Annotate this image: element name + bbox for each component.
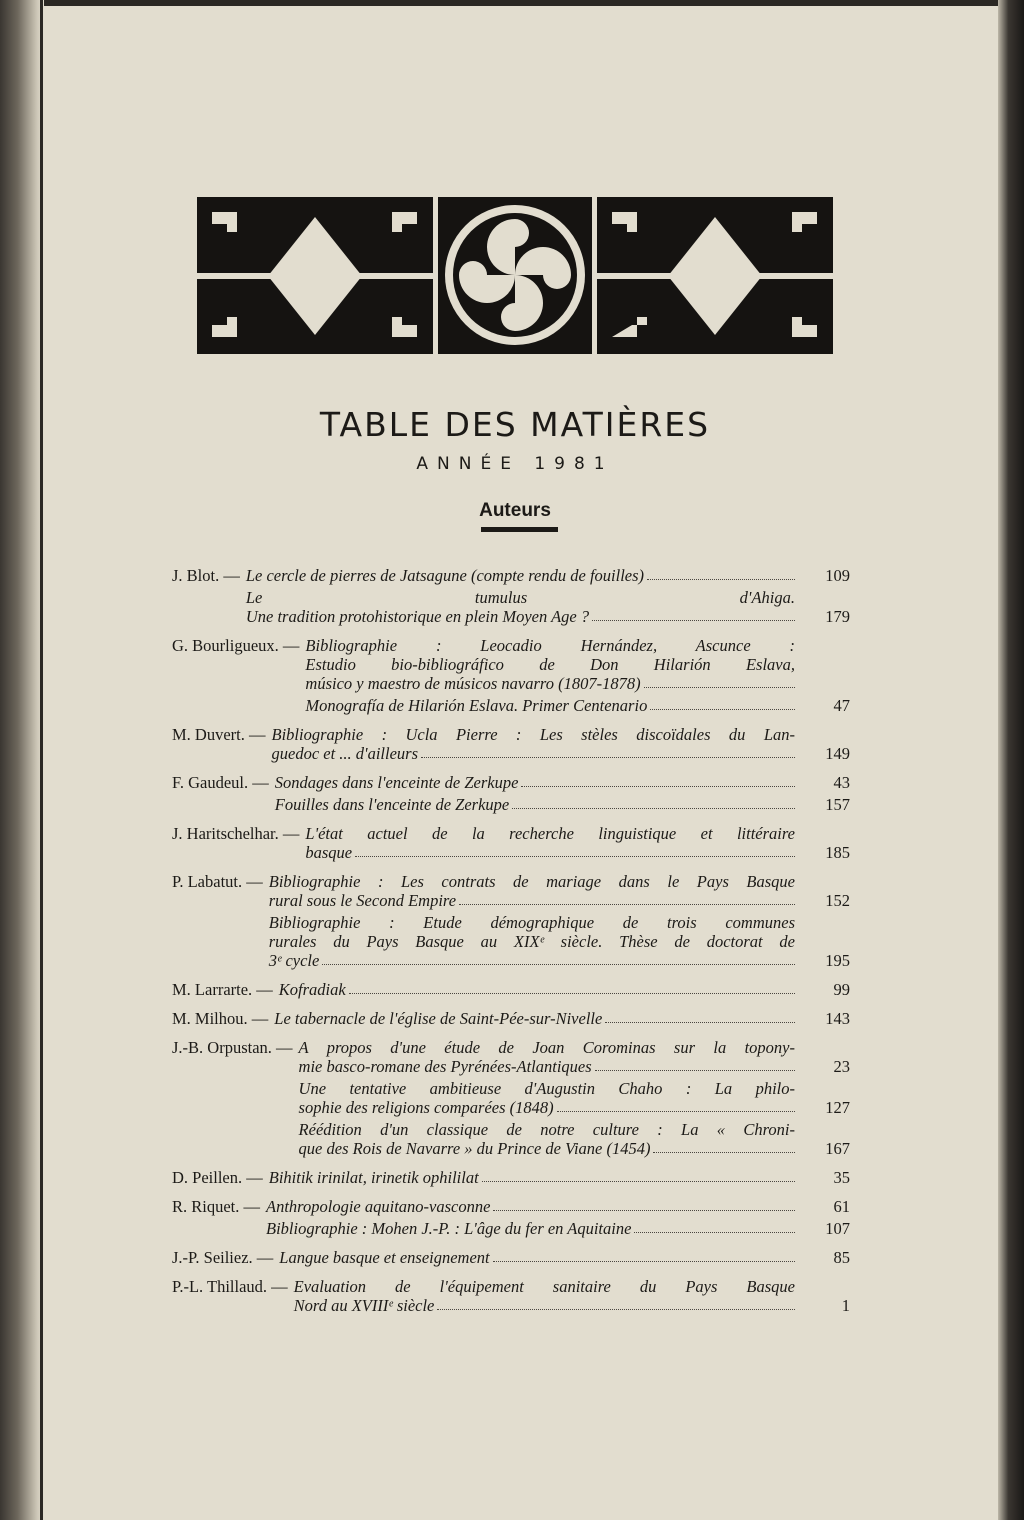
entry-author: J. Blot. — — [172, 566, 240, 585]
toc-item — [274, 773, 850, 792]
item-title-last-line — [299, 1098, 795, 1117]
toc-item — [298, 1038, 850, 1076]
toc-item — [268, 872, 850, 910]
dot-leader — [634, 1219, 795, 1233]
page-number: 195 — [825, 951, 850, 970]
item-title-line: Réédition d'un classique de notre culture : La « Chroni- — [298, 1120, 795, 1139]
entry-author: P.-L. Thillaud. — — [172, 1277, 288, 1296]
item-title-last-line — [269, 951, 795, 970]
entry-author: J. Haritschelhar. — — [172, 824, 300, 843]
item-title-text: sophie des religions comparées (1848) — [298, 1098, 554, 1117]
page-number: 185 — [825, 843, 850, 862]
dot-leader — [421, 744, 795, 758]
entry-author: M. Duvert. — — [172, 725, 266, 744]
item-title-last-line — [275, 795, 795, 814]
page-number: 35 — [833, 1168, 850, 1187]
entry-author: M. Milhou. — — [172, 1009, 269, 1028]
item-title-text: rural sous le Second Empire — [268, 891, 457, 910]
toc-item — [268, 1168, 850, 1187]
toc-item — [271, 725, 850, 763]
page-number: 61 — [833, 1197, 850, 1216]
entry-items — [271, 725, 850, 766]
page-number: 167 — [825, 1139, 850, 1158]
toc-item — [266, 1197, 850, 1216]
item-title-line: L'état actuel de la recherche linguistique et littéraire — [305, 824, 795, 843]
item-title-last-line — [266, 1197, 795, 1216]
page-number: 107 — [825, 1219, 850, 1238]
item-title-text: mie basco-romane des Pyrénées-Atlantiques — [298, 1057, 592, 1076]
toc-item — [274, 1009, 850, 1028]
item-title-line: Bibliographie : Etude démographique de trois communes — [268, 913, 795, 932]
toc-entry — [172, 566, 850, 629]
item-title-last-line — [274, 1009, 795, 1028]
page-number: 85 — [833, 1248, 850, 1267]
item-title-text: Bihitik irinilat, irinetik ophililat — [268, 1168, 479, 1187]
item-title-text: Sondages dans l'enceinte de Zerkupe — [274, 773, 519, 792]
entry-items — [278, 980, 850, 1002]
entry-author: D. Peillen. — — [172, 1168, 263, 1187]
page-number: 143 — [825, 1009, 850, 1028]
page-number: 179 — [825, 607, 850, 626]
dot-leader — [644, 674, 795, 688]
item-title-last-line — [305, 674, 795, 693]
item-title-text: 3ᵉ cycle — [268, 951, 320, 970]
item-title-last-line — [279, 1248, 795, 1267]
toc-entry — [172, 1009, 850, 1031]
dot-leader — [653, 1139, 795, 1153]
entry-items — [245, 566, 850, 629]
toc-entry — [172, 824, 850, 865]
dot-leader — [322, 951, 795, 965]
entry-author: J.-P. Seiliez. — — [172, 1248, 274, 1267]
page-number: 47 — [833, 696, 850, 715]
entry-items — [266, 1197, 850, 1241]
toc-item — [266, 1219, 850, 1238]
toc-entry — [172, 636, 850, 718]
entry-items — [279, 1248, 850, 1270]
item-title-text: que des Rois de Navarre » du Prince de Viane (1454) — [298, 1139, 651, 1158]
item-title-last-line — [266, 1219, 795, 1238]
item-title-text: basque — [305, 843, 353, 862]
entry-items — [305, 636, 850, 718]
entry-items — [268, 872, 850, 973]
item-title-last-line — [275, 773, 795, 792]
entry-items — [298, 1038, 850, 1161]
dot-leader — [355, 843, 795, 857]
dot-leader — [349, 980, 795, 994]
entry-items — [268, 1168, 850, 1190]
item-title-last-line — [246, 566, 795, 585]
dot-leader — [493, 1197, 795, 1211]
toc-list — [172, 566, 850, 1325]
item-title-text: Le tabernacle de l'église de Saint-Pée-sur-Nivelle — [274, 1009, 603, 1028]
toc-entry — [172, 725, 850, 766]
section-underline — [481, 527, 558, 532]
book-gutter — [40, 0, 43, 1520]
dot-leader — [437, 1296, 795, 1310]
toc-entry — [172, 1038, 850, 1161]
toc-item — [305, 636, 795, 693]
item-title-last-line — [299, 1057, 795, 1076]
item-title-last-line — [299, 1139, 795, 1158]
entry-author: F. Gaudeul. — — [172, 773, 269, 792]
toc-item — [305, 824, 850, 862]
item-title-line: Estudio bio-bibliográfico de Don Hilarión Eslava, — [305, 655, 795, 674]
toc-item — [293, 1277, 850, 1315]
item-title-text: guedoc et ... d'ailleurs — [271, 744, 419, 763]
toc-entry — [172, 1248, 850, 1270]
item-title-text: Une tradition protohistorique en plein Moyen Age ? — [245, 607, 590, 626]
entry-author: P. Labatut. — — [172, 872, 263, 891]
page-title: TABLE DES MATIÈRES — [319, 405, 711, 444]
item-title-line: Bibliographie : Les contrats de mariage dans le Pays Basque — [268, 872, 795, 891]
dot-leader — [605, 1009, 795, 1023]
dot-leader — [512, 795, 795, 809]
toc-entry — [172, 773, 850, 817]
item-title-line: Le tumulus d'Ahiga. — [245, 588, 795, 607]
dot-leader — [647, 566, 795, 580]
item-title-last-line — [269, 891, 795, 910]
item-title-text: Anthropologie aquitano-vasconne — [266, 1197, 491, 1216]
toc-item — [278, 980, 850, 999]
basque-ornament-banner — [197, 197, 833, 354]
page-number: 109 — [825, 566, 850, 585]
page-number: 152 — [825, 891, 850, 910]
item-title-text: Monografía de Hilarión Eslava. Primer Centenario — [305, 696, 648, 715]
year-subtitle: ANNÉE 1981 — [416, 454, 614, 474]
toc-entry — [172, 872, 850, 973]
toc-entry — [172, 1197, 850, 1241]
item-title-line: Bibliographie : Leocadio Hernández, Ascunce : — [305, 636, 795, 655]
item-title-text: Bibliographie : Mohen J.-P. : L'âge du fer en Aquitaine — [266, 1219, 632, 1238]
entry-author: M. Larrarte. — — [172, 980, 273, 999]
page-number: 149 — [825, 744, 850, 763]
item-title-text: Fouilles dans l'enceinte de Zerkupe — [274, 795, 510, 814]
scan-edge-top — [0, 0, 1024, 6]
item-title-last-line — [279, 980, 795, 999]
item-title-last-line — [305, 843, 795, 862]
toc-item — [298, 1079, 850, 1117]
section-heading: Auteurs — [479, 500, 551, 521]
item-title-line: Bibliographie : Ucla Pierre : Les stèles discoïdales du Lan- — [271, 725, 795, 744]
item-title-text: Nord au XVIIIᵉ siècle — [293, 1296, 435, 1315]
toc-entry — [172, 1277, 850, 1318]
toc-item — [279, 1248, 850, 1267]
scan-edge-left — [0, 0, 44, 1520]
page-number: 127 — [825, 1098, 850, 1117]
entry-items — [305, 824, 850, 865]
dot-leader — [592, 607, 795, 621]
entry-author: R. Riquet. — — [172, 1197, 261, 1216]
toc-item — [245, 566, 850, 585]
item-title-text: músico y maestro de músicos navarro (1807-1878) — [305, 674, 641, 693]
toc-item — [298, 1120, 850, 1158]
item-title-line: Evaluation de l'équipement sanitaire du Pays Basque — [293, 1277, 795, 1296]
toc-entry — [172, 1168, 850, 1190]
item-title-last-line — [272, 744, 796, 763]
item-title-last-line — [246, 607, 795, 626]
dot-leader — [459, 891, 795, 905]
item-title-text: Langue basque et enseignement — [279, 1248, 490, 1267]
scan-edge-right — [998, 0, 1024, 1520]
item-title-line: Une tentative ambitieuse d'Augustin Chaho : La philo- — [298, 1079, 795, 1098]
dot-leader — [557, 1098, 795, 1112]
page-number: 23 — [833, 1057, 850, 1076]
item-title-line: A propos d'une étude de Joan Corominas sur la topony- — [298, 1038, 795, 1057]
dot-leader — [482, 1168, 795, 1182]
item-title-text: Kofradiak — [278, 980, 346, 999]
page-number: 99 — [833, 980, 850, 999]
entry-items — [293, 1277, 850, 1318]
item-title-last-line — [269, 1168, 795, 1187]
dot-leader — [650, 696, 795, 710]
toc-item — [274, 795, 850, 814]
page-number: 1 — [841, 1296, 850, 1315]
item-title-last-line — [305, 696, 795, 715]
toc-item — [245, 588, 850, 626]
dot-leader — [493, 1248, 795, 1262]
page-number: 43 — [833, 773, 850, 792]
toc-entry — [172, 980, 850, 1002]
toc-item — [268, 913, 850, 970]
item-title-text: Le cercle de pierres de Jatsagune (compte rendu de fouilles) — [245, 566, 645, 585]
dot-leader — [595, 1057, 795, 1071]
entry-author: J.-B. Orpustan. — — [172, 1038, 293, 1057]
entry-items — [274, 773, 850, 817]
item-title-line: rurales du Pays Basque au XIXᵉ siècle. Thèse de doctorat de — [268, 932, 795, 951]
entry-author: G. Bourligueux. — — [172, 636, 300, 655]
dot-leader — [521, 773, 795, 787]
item-title-last-line — [294, 1296, 795, 1315]
toc-item — [305, 696, 850, 715]
page-number: 157 — [825, 795, 850, 814]
entry-items — [274, 1009, 850, 1031]
